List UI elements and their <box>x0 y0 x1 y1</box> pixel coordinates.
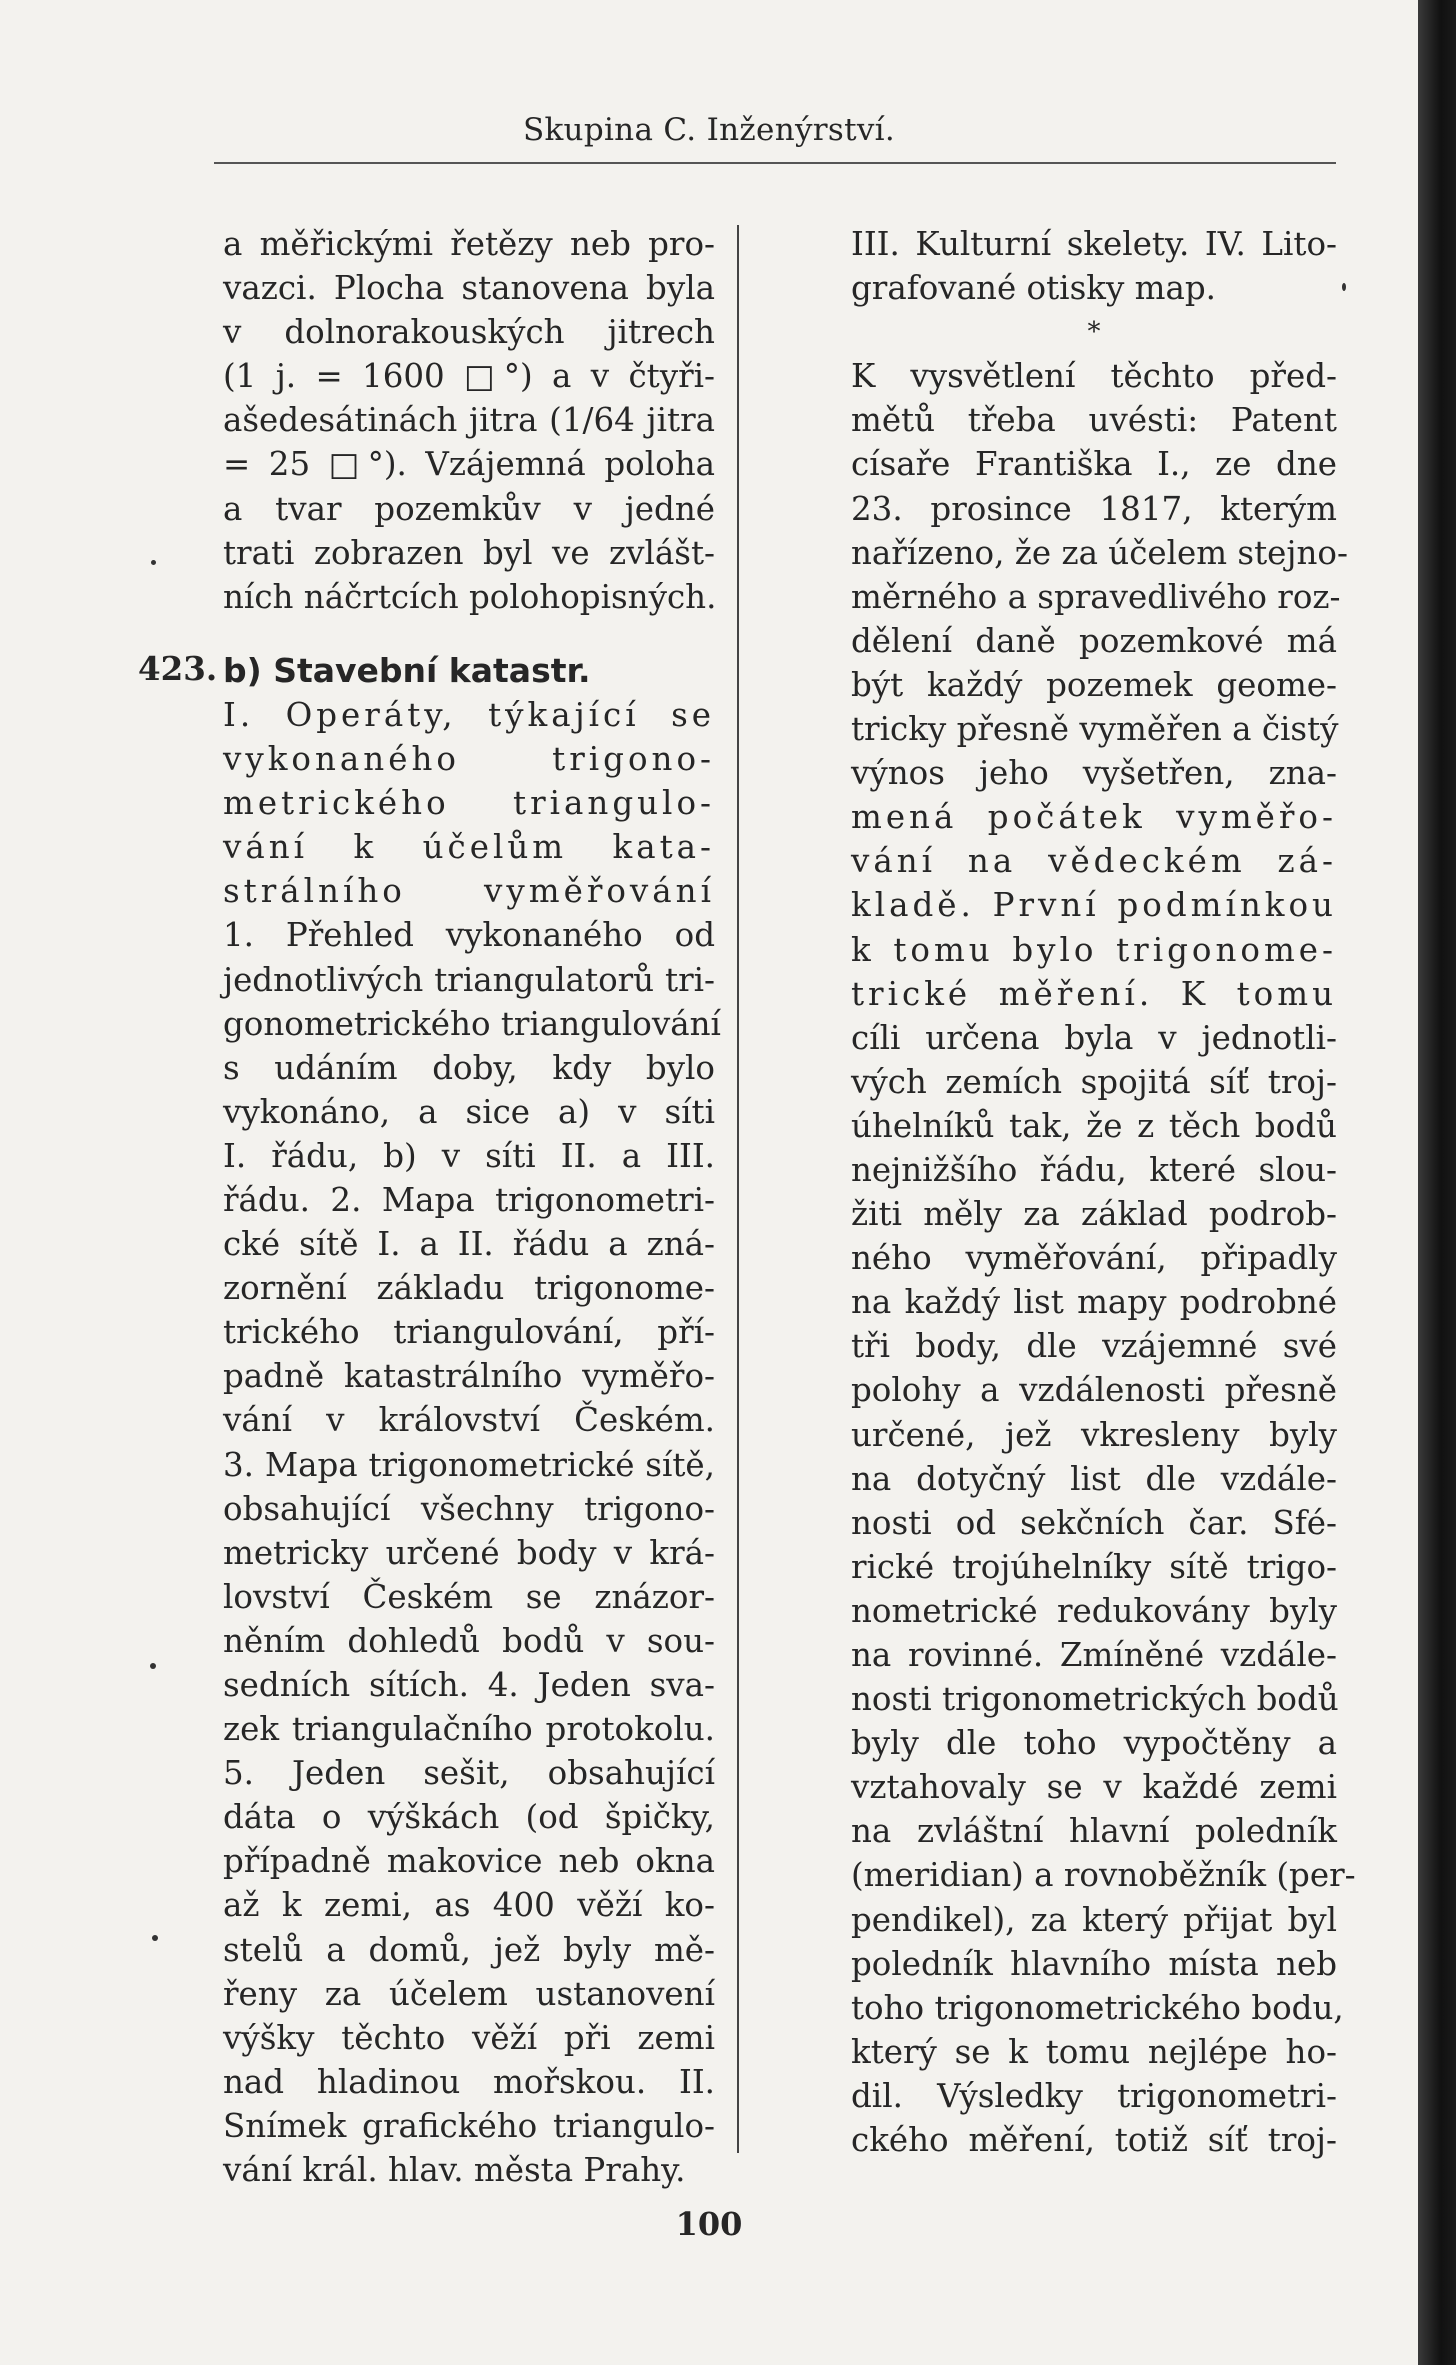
page-edge-shadow <box>1418 0 1456 2365</box>
left-column-line: zornění základu trigonome- <box>223 1269 715 1308</box>
right-column-line: grafované otisky map. <box>851 269 1216 308</box>
right-column-line: vztahovaly se v každé zemi <box>851 1768 1337 1807</box>
right-column-line: vých zemích spojitá síť troj- <box>851 1062 1337 1101</box>
right-column-line: byly dle toho vypočtěny a <box>851 1724 1337 1763</box>
left-column-line: vazci. Plocha stanovena byla <box>223 269 715 308</box>
left-column-line: metrického triangulo- <box>223 784 715 823</box>
section-number: 423. <box>138 649 218 688</box>
right-column-line: který se k tomu nejlépe ho- <box>851 2032 1337 2071</box>
page-number: 100 <box>675 2205 743 2243</box>
right-column-line: nosti od sekčních čar. Sfé- <box>851 1503 1337 1542</box>
left-column-line: padně katastrálního vyměřo- <box>223 1357 715 1396</box>
right-column-line: polohy a vzdálenosti přesně <box>851 1371 1337 1410</box>
left-column-line: a tvar pozemkův v jedné <box>223 489 715 528</box>
right-column-line: III. Kulturní skelety. IV. Lito- <box>851 225 1337 263</box>
header-rule <box>214 162 1336 164</box>
right-column <box>851 222 1356 2162</box>
left-column-line: strálního vyměřování <box>223 872 715 911</box>
right-column-line: ného vyměřování, připadly <box>851 1239 1337 1278</box>
right-column-line: trické měření. K tomu <box>851 974 1337 1013</box>
left-column-line: řádu. 2. Mapa trigonometri- <box>223 1180 715 1219</box>
left-column-line: lovství Českém se znázor- <box>223 1577 715 1616</box>
right-column-line: nařízeno, že za účelem stejno- <box>851 533 1348 572</box>
left-column <box>223 222 721 2192</box>
right-column-line: vání na vědeckém zá- <box>851 842 1337 881</box>
right-column-line: na zvláštní hlavní poledník <box>851 1812 1337 1851</box>
print-speck <box>151 560 156 565</box>
left-column-line: I. Operáty, týkající se <box>223 695 715 734</box>
section-heading: b) Stavební katastr. <box>223 650 591 690</box>
left-column-line: stelů a domů, jež byly mě- <box>223 1930 715 1969</box>
right-column-line: toho trigonometrického bodu, <box>851 1988 1344 2027</box>
right-column-line: výnos jeho vyšetřen, zna- <box>851 754 1337 793</box>
right-column-line: 23. prosince 1817, kterým <box>851 489 1337 528</box>
right-column-line: cíli určena byla v jednotli- <box>851 1018 1337 1057</box>
print-speck <box>1342 283 1346 291</box>
right-column-line: měrného a spravedlivého roz- <box>851 577 1341 616</box>
right-column-line: dil. Výsledky trigonometri- <box>851 2076 1337 2115</box>
column-divider <box>737 225 739 2153</box>
left-column-line: něním dohledů bodů v sou- <box>223 1621 715 1660</box>
right-column-line: císaře Františka I., ze dne <box>851 445 1337 484</box>
print-speck <box>152 1935 158 1941</box>
right-column-line: nejnižšího řádu, které slou- <box>851 1150 1337 1189</box>
left-column-line: vykonaného trigono- <box>223 740 715 779</box>
right-column-line: kladě. První podmínkou <box>851 886 1337 925</box>
left-column-line: Snímek grafického triangulo- <box>223 2106 715 2145</box>
left-column-line <box>223 619 715 649</box>
left-column-line: gonometrického triangulování <box>223 1004 721 1043</box>
left-column-line: výšky těchto věží při zemi <box>223 2018 715 2057</box>
right-column-line: na každý list mapy podrobné <box>851 1283 1337 1322</box>
left-column-line: dáta o výškách (od špičky, <box>223 1798 715 1837</box>
right-column-line: určené, jež vkresleny byly <box>851 1415 1337 1454</box>
left-column-line: I. řádu, b) v síti II. a III. <box>223 1136 715 1175</box>
left-column-line: s udáním doby, kdy bylo <box>223 1048 715 1087</box>
left-column-line: trického triangulování, pří- <box>223 1313 715 1352</box>
left-column-line: ních náčrtcích polohopisných. <box>223 577 717 616</box>
right-column-line: úhelníků tak, že z těch bodů <box>851 1106 1337 1145</box>
right-column-line: tři body, dle vzájemné své <box>851 1327 1337 1366</box>
asterisk-separator: * <box>1087 317 1101 348</box>
left-column-line: metricky určené body v krá- <box>223 1533 715 1572</box>
left-column-line: (1 j. = 1600 □°) a v čtyři- <box>223 357 715 396</box>
right-column-line: mětů třeba uvésti: Patent <box>851 401 1337 440</box>
left-column-line: 5. Jeden sešit, obsahující <box>223 1754 715 1793</box>
left-column-line: vykonáno, a sice a) v síti <box>223 1092 715 1131</box>
left-column-line: trati zobrazen byl ve zvlášt- <box>223 533 715 572</box>
left-column-line: ašedesátinách jitra (1/64 jitra <box>223 401 715 440</box>
left-column-line: v dolnorakouských jitrech <box>223 313 715 352</box>
right-column-line: být každý pozemek geome- <box>851 665 1337 704</box>
right-column-line: ckého měření, totiž síť troj- <box>851 2121 1337 2160</box>
left-column-line: až k zemi, as 400 věží ko- <box>223 1886 715 1925</box>
left-column-line: = 25 □°). Vzájemná poloha <box>223 445 715 484</box>
right-column-line: na rovinné. Zmíněné vzdále- <box>851 1636 1337 1674</box>
left-column-line: řeny za účelem ustanovení <box>223 1974 715 2013</box>
right-column-line: žiti měly za základ podrob- <box>851 1195 1337 1234</box>
right-column-line: (meridian) a rovnoběžník (per- <box>851 1856 1356 1895</box>
left-column-line: sedních sítích. 4. Jeden sva- <box>223 1666 715 1704</box>
right-column-line: k tomu bylo trigonome- <box>851 930 1337 969</box>
right-column-line: tricky přesně vyměřen a čistý <box>851 710 1339 749</box>
right-column-line: nosti trigonometrických bodů <box>851 1680 1339 1719</box>
left-column-line: a měřickými řetězy neb pro- <box>223 225 715 263</box>
right-column-line: pendikel), za který přijat byl <box>851 1900 1337 1939</box>
left-column-line: obsahující všechny trigono- <box>223 1489 715 1528</box>
left-column-line: vání král. hlav. města Prahy. <box>223 2151 686 2190</box>
left-column-line: 1. Přehled vykonaného od <box>223 916 715 955</box>
left-column-line: případně makovice neb okna <box>223 1842 715 1881</box>
right-column-line: rické trojúhelníky sítě trigo- <box>851 1547 1337 1586</box>
running-header: Skupina C. Inženýrství. <box>522 112 896 148</box>
left-column-line: vání k účelům kata- <box>223 828 715 867</box>
right-column-line: nometrické redukovány byly <box>851 1591 1337 1630</box>
left-column-line: vání v království Českém. <box>223 1401 715 1440</box>
left-column-line: nad hladinou mořskou. II. <box>223 2062 715 2101</box>
right-column-line: poledník hlavního místa neb <box>851 1944 1337 1983</box>
left-column-line: cké sítě I. a II. řádu a zná- <box>223 1225 715 1264</box>
print-speck <box>150 1663 156 1669</box>
right-column-line: K vysvětlení těchto před- <box>851 357 1337 396</box>
right-column-line: dělení daně pozemkové má <box>851 621 1337 660</box>
right-column-line: na dotyčný list dle vzdále- <box>851 1459 1337 1498</box>
left-column-line: zek triangulačního protokolu. <box>223 1710 715 1749</box>
right-column-line: mená počátek vyměřo- <box>851 798 1337 837</box>
left-column-line: jednotlivých triangulatorů tri- <box>223 960 715 999</box>
left-column-line: 3. Mapa trigonometrické sítě, <box>223 1445 715 1484</box>
